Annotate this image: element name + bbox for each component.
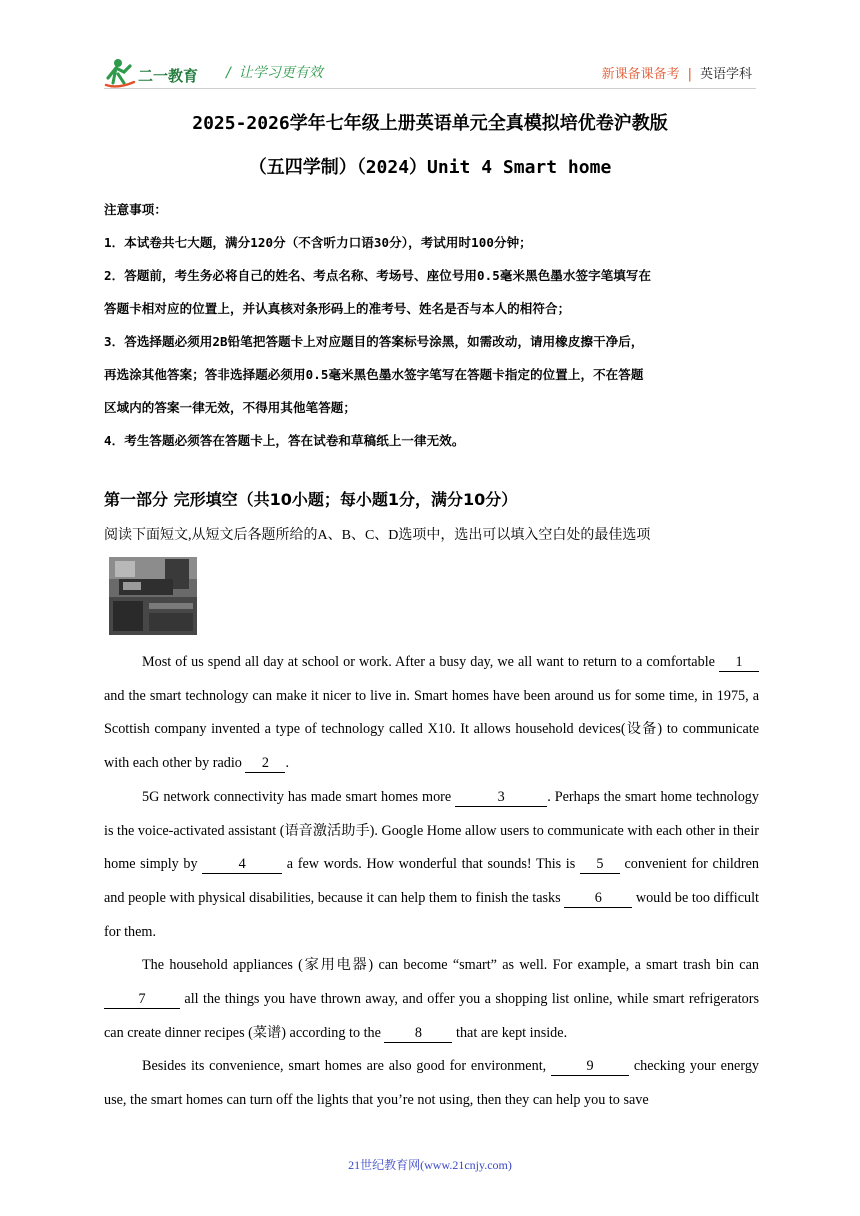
- passage-paragraph: 5G network connectivity has made smart homes more 3 . Perhaps the smart home technology is the voice-activated assistant (语音激活助手). Google Home allow users to communicate with each other in their home simply by 4 a few words. How wonderful that sounds! This is 5 convenient for children and people with physical disabilities, because it can help them to finish the tasks 6 would be too difficult for them.: [104, 788, 760, 940]
- passage-photo: [109, 557, 197, 635]
- answer-blank[interactable]: 1: [719, 654, 759, 672]
- answer-blank[interactable]: 3: [455, 789, 547, 807]
- answer-blank[interactable]: 8: [384, 1025, 452, 1043]
- header-divider: [104, 88, 756, 89]
- cloze-passage: [104, 646, 759, 1118]
- notes-heading: 注意事项：: [104, 202, 168, 217]
- note-line: 区域内的答案一律无效，不得用其他笔答题；: [104, 400, 357, 415]
- note-line: 4．考生答题必须答在答题卡上，答在试卷和草稿纸上一律无效。: [104, 433, 465, 448]
- page-header: [0, 0, 860, 100]
- answer-blank[interactable]: 5: [580, 856, 620, 874]
- note-line: 3．答选择题必须用2B铅笔把答题卡上对应题目的答案标号涂黑，如需改动，请用橡皮擦干净后，: [104, 334, 644, 349]
- answer-blank[interactable]: 9: [551, 1058, 629, 1076]
- passage-paragraph: Besides its convenience, smart homes are also good for environment, 9 checking your energy use, the smart homes can turn off the lights that you’re not using, then they can help you to save: [104, 1058, 760, 1109]
- document-title-line1: 2025-2026学年七年级上册英语单元全真模拟培优卷沪教版: [192, 113, 668, 134]
- header-subject: 英语学科: [699, 67, 752, 82]
- page-footer: 21世纪教育网(www.21cnjy.com): [348, 1158, 512, 1172]
- note-line: 再选涂其他答案；答非选择题必须用0.5毫米黑色墨水签字笔写在答题卡指定的位置上，不在答题: [104, 367, 644, 382]
- answer-blank[interactable]: 6: [564, 890, 632, 908]
- svg-text:二一教育: 二一教育: [138, 67, 199, 85]
- note-line: 答题卡相对应的位置上，并认真核对条形码上的准考号、姓名是否与本人的相符合；: [104, 301, 571, 316]
- passage-paragraph: The household appliances (家用电器) can become “smart” as well. For example, a smart trash bin can 7 all the things you have thrown away, and offer you a shopping list online, while smart refrigerators can create dinner recipes (菜谱) according to the 8 that are kept inside.: [104, 957, 759, 1041]
- header-separator: |: [687, 67, 692, 82]
- header-tags: [602, 63, 752, 82]
- document-title-line2: （五四学制）（2024）Unit 4 Smart home: [248, 157, 612, 178]
- brand-logo: [104, 56, 212, 90]
- section-instruction: 阅读下面短文,从短文后各题所给的A、B、C、D选项中，选出可以填入空白处的最佳选项: [104, 528, 651, 543]
- section-heading: 第一部分 完形填空（共10小题；每小题1分，满分10分）: [104, 490, 518, 509]
- header-tag: 新课备课备考: [601, 67, 680, 82]
- answer-blank[interactable]: 2: [245, 755, 285, 773]
- exam-notes: [104, 193, 759, 457]
- note-line: 1．本试卷共七大题，满分120分（不含听力口语30分），考试用时100分钟；: [104, 235, 532, 250]
- note-line: 2．答题前，考生务必将自己的姓名、考点名称、考场号、座位号用0.5毫米黑色墨水签字笔填写在: [104, 268, 652, 283]
- answer-blank[interactable]: 4: [202, 856, 282, 874]
- passage-paragraph: Most of us spend all day at school or work. After a busy day, we all want to return to a comfortable 1 and the smart technology can make it nicer to live in. Smart homes have been around us for some time, in 1975, a Scottish company invented a type of technology called X10. It allows household devices(设备) to communicate with each other by radio 2 .: [104, 654, 759, 772]
- answer-blank[interactable]: 7: [104, 991, 180, 1009]
- slogan: / 让学习更有效: [226, 65, 323, 81]
